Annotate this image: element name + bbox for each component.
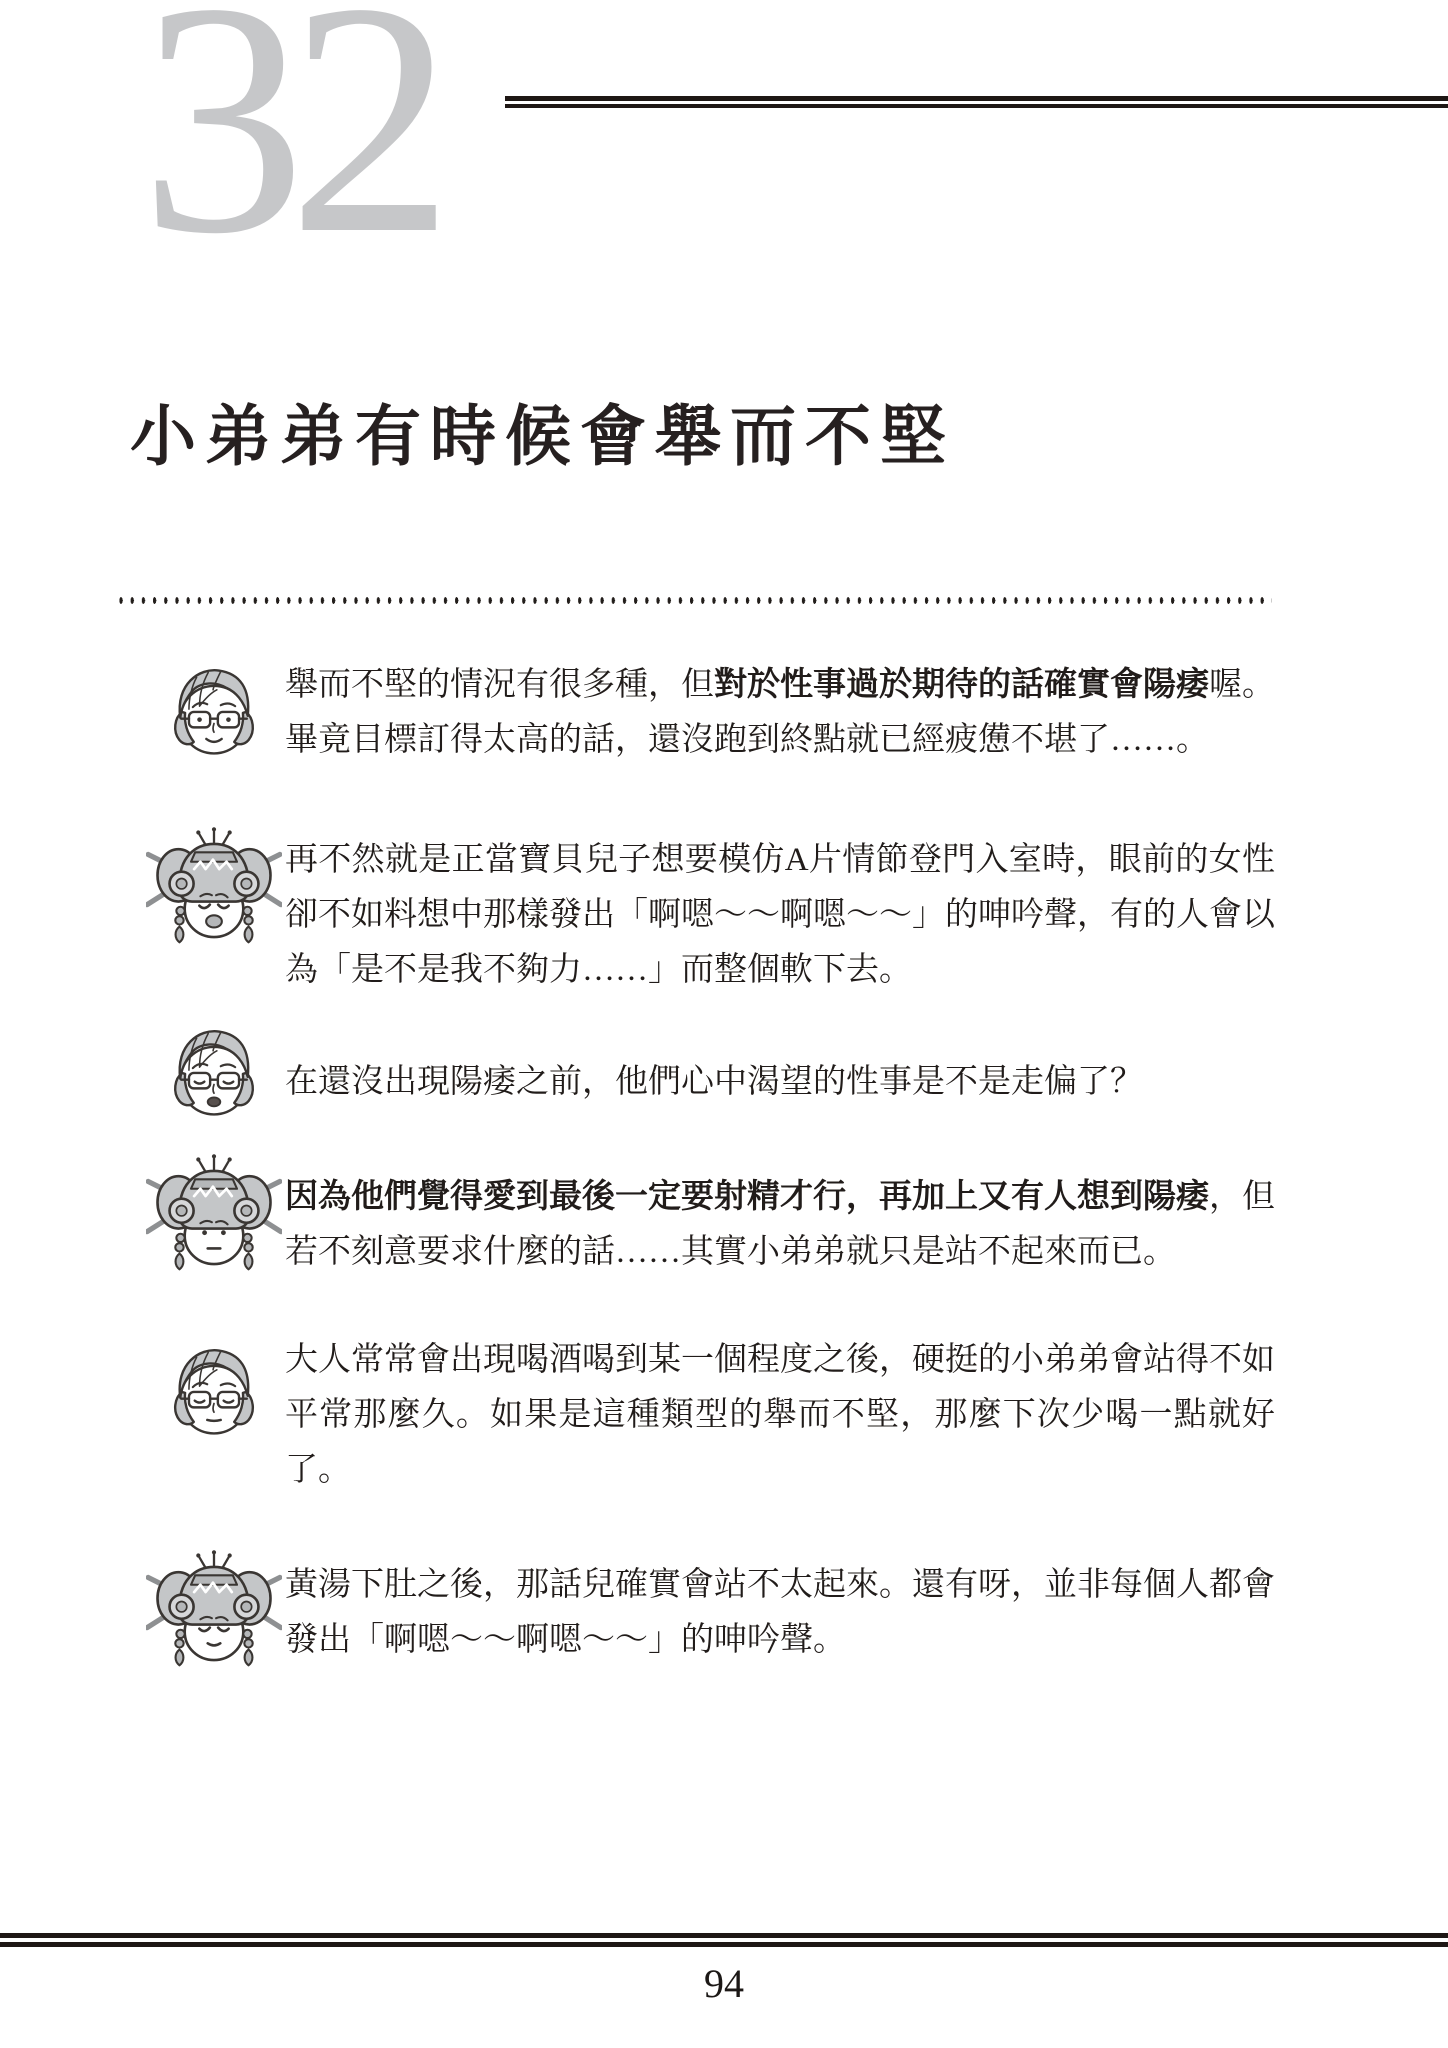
old-man-avatar [146,658,282,798]
speech-segment: ，但若不刻意要求什麼的話……其實小弟弟就只是站不起來而已。 [285,1179,1275,1270]
dialogue-row [0,1055,1448,1110]
speech-segment: 舉而不堅的情況有很多種，但 [285,667,714,703]
dialogue-row [0,656,1448,768]
old-man-avatar-icon [161,1338,267,1444]
speech-segment-bold: 因為他們覺得愛到最後一定要射精才行，再加上又有人想到陽痿 [285,1177,1209,1214]
speech-segment: 再不然就是正當寶貝兒子想要模仿A片情節登門入室時，眼前的女性卻不如料想中那樣發出「啊嗯～～啊嗯～～」的呻吟聲，有的人會以為「是不是我不夠力……」而整個軟下去。 [285,842,1275,988]
speech-text [285,1168,1275,1280]
old-man-avatar [146,1019,282,1159]
dialogue-row [0,833,1448,998]
speech-text [285,833,1275,998]
speech-text [285,656,1275,768]
page-number: 94 [704,1961,744,2006]
speech-segment-bold: 對於性事過於期待的話確實會陽痿 [714,665,1209,702]
speech-text [285,1333,1275,1498]
old-man-avatar [146,1338,282,1478]
chapter-number: 32 [140,0,436,302]
empress-avatar [146,1154,282,1294]
dialogue-row [0,1558,1448,1668]
speech-text [285,1055,1275,1110]
old-man-avatar-icon [161,1019,267,1125]
dialogue-row [0,1333,1448,1498]
empress-avatar-icon [146,1550,282,1676]
speech-segment: 大人常常會出現喝酒喝到某一個程度之後，硬挺的小弟弟會站得不如平常那麼久。如果是這種類型的舉而不堅，那麼下次少喝一點就好了。 [285,1342,1275,1488]
empress-avatar-icon [146,827,282,953]
dialogue-row [0,1168,1448,1280]
empress-avatar [146,1550,282,1690]
speech-segment: 喔。畢竟目標訂得太高的話，還沒跑到終點就已經疲憊不堪了……。 [285,667,1275,758]
speech-segment: 黃湯下肚之後，那話兒確實會站不太起來。還有呀，並非每個人都會發出「啊嗯～～啊嗯～～」的呻吟聲。 [285,1567,1275,1658]
chapter-title: 小弟弟有時候會舉而不堅 [130,401,955,474]
speech-segment: 在還沒出現陽痿之前，他們心中渴望的性事是不是走偏了？ [285,1064,1143,1100]
empress-avatar-icon [146,1154,282,1280]
old-man-avatar-icon [161,658,267,764]
bottom-double-rule [0,1933,1448,1947]
speech-text [285,1558,1275,1668]
empress-avatar [146,827,282,967]
